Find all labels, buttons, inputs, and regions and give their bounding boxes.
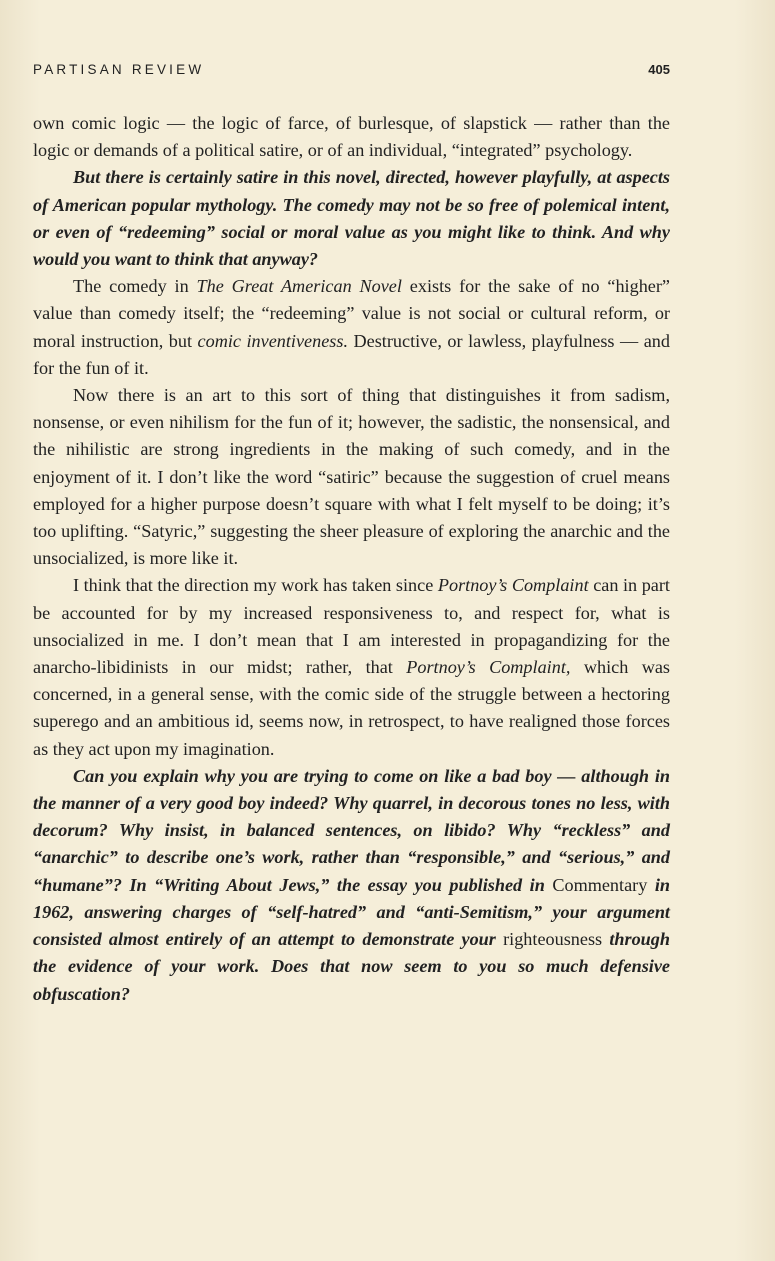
question-text: in 1962, answering charges of “self-hatred” and “anti-Semitism,” your argument consisted almost entirely of an attempt to demonstrate your (33, 874, 670, 950)
text-run: exists for the sake of no “higher” value than comedy itself; the “redeeming” value is not social or cultural reform, or moral instruction, but (33, 276, 670, 351)
running-head (33, 62, 670, 84)
question-text: through the evidence of your work. Does that now seem to you so much defensive obfuscation? (33, 929, 670, 1004)
journal-title: PARTISAN REVIEW (33, 62, 205, 77)
answer-paragraph-1 (33, 273, 670, 382)
body-text (33, 110, 670, 1008)
text-run: which was concerned, in a general sense, with the comic side of the struggle between a hectoring superego and an ambitious id, seems now, in retrospect, to have realigned those forces as they act upon my imagination. (33, 657, 670, 759)
interviewer-question-1 (33, 164, 670, 273)
question-text: But there is certainly satire in this novel, directed, however playfully, at aspects of American popular mythology. The comedy may not be so free of polemical intent, or even of “redeeming” social or moral value as you might like to think. And why would you want to think that anyway? (33, 167, 670, 270)
book-title: Portnoy’s Complaint (437, 575, 589, 596)
question-text: Can you explain why you are trying to come on like a bad boy — although in the manner of a very good boy indeed? Why quarrel, in decorous tones no less, with decorum? Why insist, in balanced sentences, on libido? Why “reckless” and “anarchic” to describe one’s work, rather than “responsible,” and “serious,” and “humane”? In “Writing About Jews,” the essay you published in (33, 765, 670, 895)
paragraph-continued: own comic logic — the logic of farce, of burlesque, of slapstick — rather than the logic or demands of a political satire, or of an individual, “integrated” psychology. (33, 113, 670, 161)
emphasis: comic inventiveness. (197, 330, 348, 351)
page-number: 405 (648, 62, 670, 77)
answer-paragraph-2: Now there is an art to this sort of thing that distinguishes it from sadism, nonsense, or even nihilism for the fun of it; however, the sadistic, the nonsensical, and the nihilistic are strong ingredients in the making of such comedy, and in the enjoyment of it. I don’t like the word “satiric” because the suggestion of cruel means employed for a higher purpose doesn’t square with what I felt myself to be doing; it’s too uplifting. “Satyric,” suggesting the sheer pleasure of exploring the anarchic and the unsocialized, is more like it. (33, 385, 670, 569)
interviewer-question-2 (33, 763, 670, 1008)
book-title: The Great American Novel (196, 276, 402, 297)
text-run: righteousness (503, 929, 603, 950)
text-run: can in part be accounted for by my increased responsiveness to, and respect for, what is unsocialized in me. I don’t mean that I am interested in propagandizing for the anarcho-libidinists in our midst; rather, that (33, 575, 670, 678)
text-run: The comedy in (73, 276, 197, 297)
book-title: Portnoy’s Complaint, (406, 657, 571, 678)
answer-paragraph-3 (33, 572, 670, 762)
text-run: Destructive, or lawless, playfulness — and for the fun of it. (33, 330, 670, 378)
journal-name: Commentary (552, 874, 648, 895)
text-run: I think that the direction my work has taken since (73, 575, 438, 596)
